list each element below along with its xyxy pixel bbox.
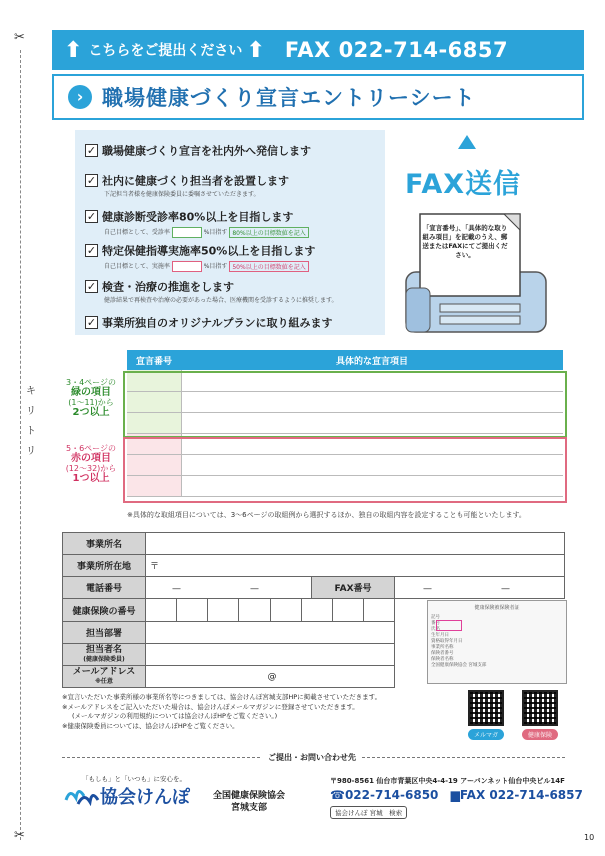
declaration-text: 特定保健指導実施率50%以上を目指します <box>102 244 316 258</box>
office-address-label: 事業所所在地 <box>63 555 146 577</box>
declaration-text: 職場健康づくり宣言を社内外へ発信します <box>102 144 311 158</box>
declaration-subtext <box>104 261 315 272</box>
col-header-number: 宣言番号 <box>127 350 181 370</box>
checkbox[interactable]: ✓ <box>86 316 97 329</box>
department-field[interactable] <box>146 622 395 644</box>
contact-heading: ご提出・お問い合わせ先 <box>262 752 362 763</box>
declaration-subtext <box>104 227 309 238</box>
col-header-item: 具体的な宣言項目 <box>181 350 563 370</box>
declaration-text: 健康診断受診率80%以上を目指します <box>102 210 294 224</box>
up-triangle-icon <box>458 135 476 149</box>
search-box[interactable]: 協会けんぽ 宮城 検索 <box>330 806 407 819</box>
qr-code-icon <box>468 690 504 726</box>
fax-label: FAX番号 <box>312 577 395 599</box>
phone-icon: ☎ <box>330 788 345 802</box>
card-highlight <box>436 620 462 631</box>
red-frame <box>123 437 567 503</box>
cut-label-char: リ <box>26 406 36 417</box>
fax-number: FAX 022-714-6857 <box>284 38 509 62</box>
fax-send-label: FAX送信 <box>405 169 522 200</box>
submit-banner <box>52 30 584 70</box>
declaration-item <box>85 312 332 331</box>
declaration-text: 検査・治療の推進をします <box>102 280 234 294</box>
declaration-item <box>85 240 315 272</box>
phone-field[interactable]: — — <box>146 577 312 599</box>
declaration-item <box>85 276 337 304</box>
cut-label <box>26 382 40 462</box>
up-arrow-icon: ⬆ <box>64 37 83 63</box>
declaration-item <box>85 206 309 238</box>
sub-post: %目指す <box>203 263 228 270</box>
contact-fax-number: FAX 022-714-6857 <box>459 788 583 802</box>
checkbox[interactable]: ✓ <box>86 244 97 257</box>
sub-pre: 自己目標として、実施率 <box>104 263 170 270</box>
declaration-text: 事業所独自のオリジナルプランに取り組みます <box>102 316 333 330</box>
phone-label: 電話番号 <box>63 577 146 599</box>
cut-line <box>20 50 21 840</box>
insurance-number-label: 健康保険の番号 <box>63 599 146 622</box>
page-title: 職場健康づくり宣言エントリーシート <box>102 86 476 110</box>
checkbox[interactable]: ✓ <box>86 280 97 293</box>
declaration-item <box>85 170 289 198</box>
scissors-icon: ✂ <box>14 30 25 45</box>
org-name: 全国健康保険協会 宮城支部 <box>213 791 286 813</box>
department-label: 担当部署 <box>63 622 146 644</box>
table-note: ※具体的な取組項目については、3〜6ページの取組例から選択するほか、独自の取組内容を設定することも可能といたします。 <box>127 511 526 519</box>
logo-tagline: 「もしも」と「いつも」に安心を。 <box>82 775 186 783</box>
qr-hoken[interactable]: 健康保険 <box>522 690 558 740</box>
declaration-text: 社内に健康づくり担当者を設置します <box>102 174 289 188</box>
up-arrow-icon: ⬆ <box>246 37 265 63</box>
qr-mailmag[interactable]: メルマガ <box>468 690 504 740</box>
cut-label-char: ト <box>26 426 36 437</box>
qr-code-icon <box>522 690 558 726</box>
office-address-field[interactable]: 〒 <box>146 555 565 577</box>
title-bar <box>52 74 584 120</box>
checkbox[interactable]: ✓ <box>86 144 97 157</box>
target-tag: 50%以上の目標数値を記入 <box>229 261 308 272</box>
email-label: メールアドレス ※任意 <box>63 666 146 688</box>
target-tag: 80%以上の目標数値を記入 <box>229 227 308 238</box>
person-field[interactable] <box>146 644 395 666</box>
fax-send-note: 「宣言番号」、「具体的な取り組み項目」を記載のうえ、郵送またはFAXにてご提出ください。 <box>422 224 508 259</box>
submit-text: こちらをご提出ください <box>88 43 243 59</box>
cut-label-char: リ <box>26 446 36 457</box>
email-field[interactable]: @ <box>146 666 395 688</box>
fax-field[interactable]: — — <box>395 577 565 599</box>
checkbox[interactable]: ✓ <box>86 174 97 187</box>
address: 〒980-8561 仙台市青葉区中央4-4-19 アーバンネット仙台中央ビル14F <box>330 777 565 785</box>
scissors-icon: ✂ <box>14 828 25 843</box>
green-section-label: 3・4ページの 緑の項目 (1〜11)から 2つ以上 <box>65 378 117 418</box>
green-frame <box>123 371 567 438</box>
sub-pre: 自己目標として、受診率 <box>104 229 170 236</box>
checkbox[interactable]: ✓ <box>86 210 97 223</box>
tel-number: 022-714-6850 <box>344 788 439 802</box>
declaration-subtext: 下記担当者様を健康保険委員に委嘱させていただきます。 <box>104 191 260 198</box>
logo-name: 協会けんぽ <box>100 787 190 808</box>
declaration-subtext: 健診結果で再検査や治療の必要があった場合、医療機関を受診するように推奨します。 <box>104 297 338 304</box>
office-name-field[interactable] <box>146 533 565 555</box>
guidance-rate-input[interactable] <box>172 261 202 272</box>
person-label: 担当者名 (健康保険委員) <box>63 644 146 666</box>
exam-rate-input[interactable] <box>172 227 202 238</box>
logo-birds-icon <box>64 780 100 806</box>
sub-post: %目指す <box>203 229 228 236</box>
cut-label-char: キ <box>26 386 36 397</box>
office-name-label: 事業所名 <box>63 533 146 555</box>
insurance-number-field[interactable] <box>146 599 395 622</box>
insurance-card-sample: 健康保険被保険者証 記号 番号 氏名 生年月日 資格取得年月日 事業所名称 保険者番号 保険者名称 全国健康保険協会 宮城支部 <box>427 600 567 684</box>
red-section-label: 5・6ページの 赤の項目 (12〜32)から 1つ以上 <box>65 444 117 484</box>
contact-phones <box>330 788 583 802</box>
declaration-item <box>85 140 311 159</box>
fax-icon: ▆ <box>450 788 460 802</box>
declaration-box <box>75 130 385 335</box>
chevron-right-icon: › <box>68 85 92 109</box>
notes: ※宣言いただいた事業所様の事業所名等につきましては、協会けんぽ宮城支部HPに掲載させていただきます。 ※メールアドレスをご記入いただいた場合は、協会けんぽメールマガジンに登録させていただきます。 (メールマガジンの利用規約については協会けんぽHPをご覧ください。) ※健康保険委員については、協会けんぽHPをご覧ください。 <box>62 693 382 730</box>
page-number: 10 <box>584 833 595 842</box>
